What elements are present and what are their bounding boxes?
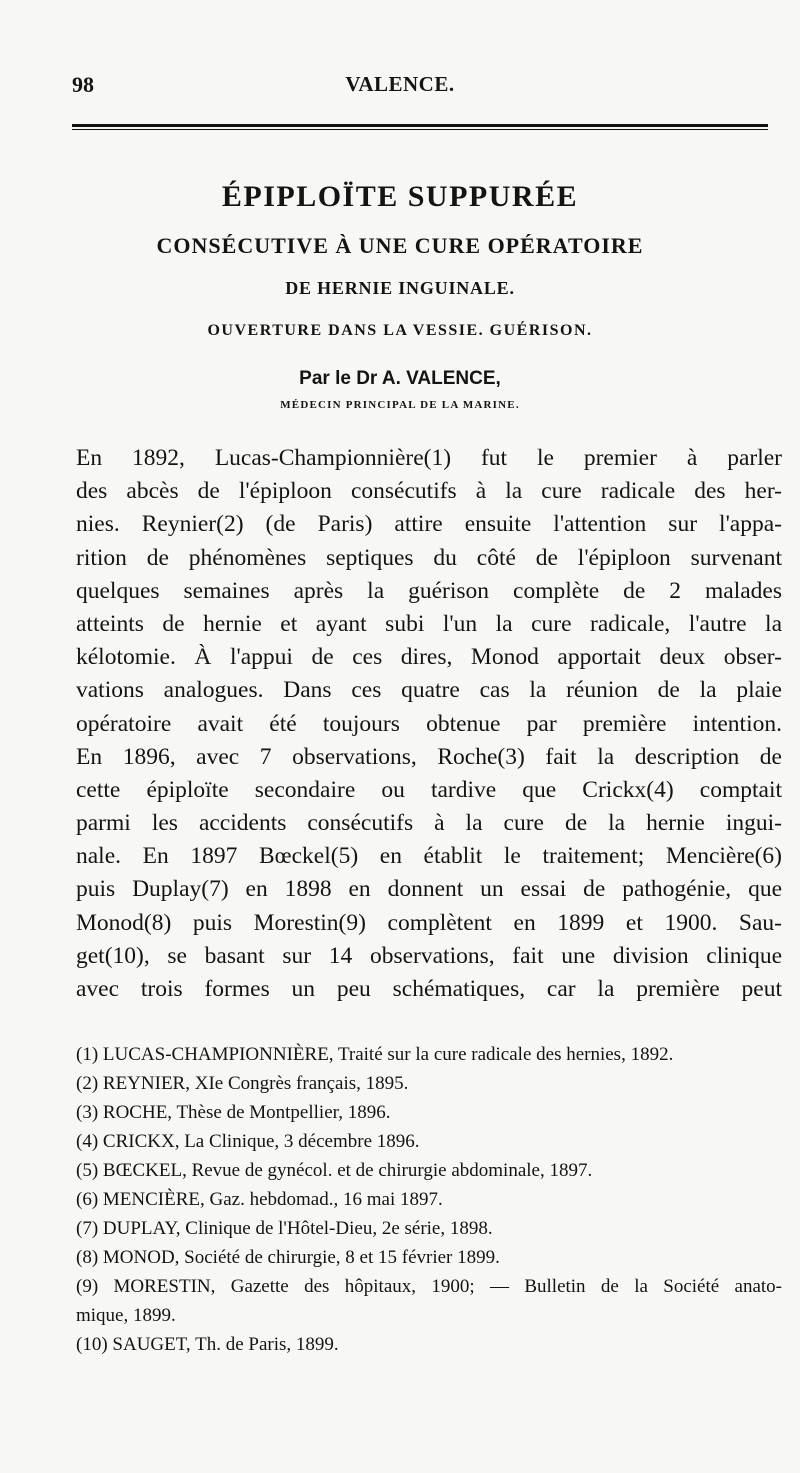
footnote: (6) MENCIÈRE, Gaz. hebdomad., 16 mai 1897. [76,1189,443,1210]
footnote-continuation: mique, 1899. [76,1305,176,1326]
footnote: (2) REYNIER, XIe Congrès français, 1895. [76,1073,409,1094]
body-line: opératoire avait été toujours obtenue par première intention. [76,710,782,737]
subtitle-line-3: OUVERTURE DANS LA VESSIE. GUÉRISON. [207,322,593,339]
body-line: nale. En 1897 Bœckel(5) en établit le traitement; Mencière(6) [76,843,782,870]
body-line: En 1896, avec 7 observations, Roche(3) fait la description de [76,743,782,770]
footnotes [76,1040,782,1359]
subtitle-line-1: CONSÉCUTIVE À UNE CURE OPÉRATOIRE [156,233,644,258]
footnote: (4) CRICKX, La Clinique, 3 décembre 1896. [76,1131,420,1152]
footnote: (3) ROCHE, Thèse de Montpellier, 1896. [76,1102,391,1123]
footnote: (8) MONOD, Société de chirurgie, 8 et 15 février 1899. [76,1247,500,1268]
body-line: En 1892, Lucas-Championnière(1) fut le premier à parler [76,445,782,471]
body-line: Monod(8) puis Morestin(9) complètent en 1899 et 1900. Sau- [76,909,782,936]
body-line: rition de phénomènes septiques du côté de l'épiploon survenant [76,544,782,571]
footnote: (10) SAUGET, Th. de Paris, 1899. [76,1334,339,1355]
body-text [76,442,782,1006]
footnote: (1) LUCAS-CHAMPIONNIÈRE, Traité sur la cure radicale des hernies, 1892. [76,1044,674,1065]
article-title: ÉPIPLOÏTE SUPPURÉE [221,180,579,213]
running-title: VALENCE. [345,72,455,96]
subtitle-line-2: DE HERNIE INGUINALE. [285,278,515,298]
footnote: (5) BŒCKEL, Revue de gynécol. et de chirurgie abdominale, 1897. [76,1160,593,1181]
page-number: 98 [72,72,94,97]
body-line: get(10), se basant sur 14 observations, fait une division clinique [76,942,782,969]
body-line: atteints de hernie et ayant subi l'un la cure radicale, l'autre la [76,610,782,637]
body-line: nies. Reynier(2) (de Paris) attire ensuite l'attention sur l'appa- [76,511,782,538]
body-line: des abcès de l'épiploon consécutifs à la cure radicale des her- [76,478,782,505]
author-byline: Par le Dr A. VALENCE, [299,368,501,389]
header-rule-thin [72,129,768,130]
body-line: quelques semaines après la guérison complète de 2 malades [76,577,782,604]
footnote: (7) DUPLAY, Clinique de l'Hôtel-Dieu, 2e série, 1898. [76,1218,493,1239]
header-rule [72,124,768,127]
body-line: vations analogues. Dans ces quatre cas la réunion de la plaie [76,677,782,704]
body-line: puis Duplay(7) en 1898 en donnent un essai de pathogénie, que [76,876,782,903]
author-affiliation: MÉDECIN PRINCIPAL DE LA MARINE. [280,399,520,411]
body-line: avec trois formes un peu schématiques, car la première peut [76,976,782,1002]
body-line: kélotomie. À l'appui de ces dires, Monod apportait deux obser- [76,644,782,671]
footnote: (9) MORESTIN, Gazette des hôpitaux, 1900; — Bulletin de la Société anato- [76,1276,782,1297]
body-line: parmi les accidents consécutifs à la cure de la hernie ingui- [76,810,782,837]
running-header [0,72,800,102]
body-line: cette épiploïte secondaire ou tardive que Crickx(4) comptait [76,776,782,803]
